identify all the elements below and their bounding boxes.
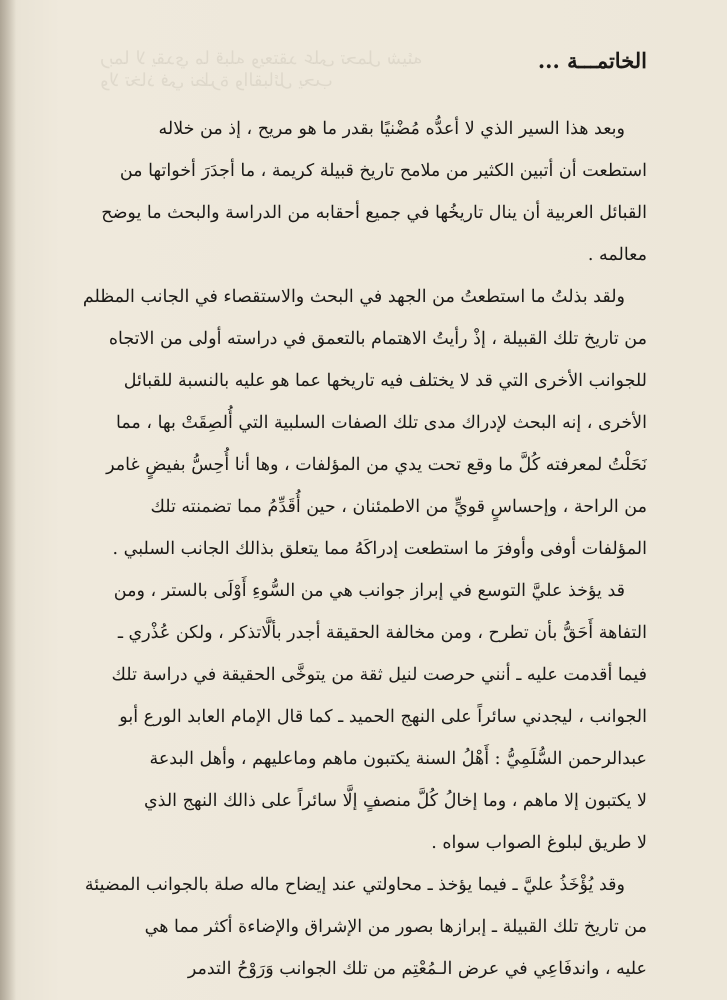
text-line: من الراحة ، وإحساسٍ قويٍّ من الاطمئنان ، حين أُقَدِّمُ مما تضمنته تلك bbox=[150, 497, 647, 517]
body-text bbox=[47, 108, 647, 990]
text-line: المؤلفات أوفى وأوفرَ ما استطعت إدراكَهُ مما يتعلق بذالك الجانب السلبي . bbox=[112, 539, 647, 559]
text-line: الجوانب ، ليجدني سائراً على النهج الحميد ـ كما قال الإمام العابد الورع أبو bbox=[119, 707, 647, 727]
text-line: القبائل العربية أن ينال تاريخُها في جميع أحقابه من الدراسة والبحث ما يوضح bbox=[101, 203, 647, 223]
section-heading: الخاتمـــة ... bbox=[537, 48, 647, 73]
text-line: وبعد هذا السير الذي لا أعدُّه مُضْنيًا بقدر ما هو مريح ، إذ من خلاله bbox=[158, 119, 625, 139]
text-line: عليه ، واندفَاعِي في عرض الـمُعْتِم من تلك الجوانب وَرَوْحُ التدمر bbox=[187, 959, 647, 979]
text-line: لا يكتبون إلا ماهم ، وما إخالُ كُلَّ منصفٍ إلَّا سائراً على ذالك النهج الذي bbox=[143, 791, 647, 811]
text-line: الأخرى ، إنه البحث لإدراك مدى تلك الصفات السلبية التي أُلصِقَتْ بها ، مما bbox=[115, 413, 647, 433]
text-line: نَحَلْتُ لمعرفته كُلَّ ما وقع تحت يدي من المؤلفات ، وها أنا أُحِسُّ بفيضٍ غامر bbox=[106, 455, 647, 475]
text-line: ولقد بذلتُ ما استطعتُ من الجهد في البحث والاستقصاء في الجانب المظلم bbox=[82, 287, 625, 307]
text-line: من تاريخ تلك القبيلة ، إذْ رأيتُ الاهتمام بالتعمق في دراسته أولى من الاتجاه bbox=[108, 329, 647, 349]
book-spine-shadow bbox=[0, 0, 16, 1000]
bleed-through-line: ولا تخاذ في نظرة والقبائل يحب bbox=[100, 70, 333, 91]
bleed-through-line: ربما لا يقدي ما قبله ويعتقد على تحمل شيئه bbox=[100, 48, 423, 69]
text-line: فيما أقدمت عليه ـ أنني حرصت لنيل ثقة من يتوخَّى الحقيقة في دراسة تلك bbox=[111, 665, 647, 685]
text-line: عبدالرحمن السُّلَمِيُّ : أَهْلُ السنة يكتبون ماهم وماعليهم ، وأهل البدعة bbox=[149, 749, 647, 769]
text-line: التفاهة أَحَقُّ بأن تطرح ، ومن مخالفة الحقيقة أجدر بألَّاتذكر ، ولكن عُذْري ـ bbox=[117, 623, 647, 643]
text-line: من تاريخ تلك القبيلة ـ إبرازها بصور من الإشراق والإضاءة أكثر مما هي bbox=[144, 917, 647, 937]
text-line: لا طريق لبلوغ الصواب سواه . bbox=[431, 833, 647, 853]
text-line: قد يؤخذ عليَّ التوسع في إبراز جوانب هي من السُّوءِ أَوْلَى بالستر ، ومن bbox=[113, 581, 625, 601]
text-line: وقد يُؤْخَذُ عليَّ ـ فيما يؤخذ ـ محاولتي عند إيضاح ماله صلة بالجوانب المضيئة bbox=[84, 875, 625, 895]
text-line: استطعت أن أتبين الكثير من ملامح تاريخ قبيلة كريمة ، ما أجدَرَ أخواتها من bbox=[119, 161, 647, 181]
text-line: للجوانب الأخرى التي قد لا يختلف فيه تاريخها عما هو عليه بالنسبة للقبائل bbox=[123, 371, 647, 391]
text-line: معالمه . bbox=[587, 245, 647, 265]
